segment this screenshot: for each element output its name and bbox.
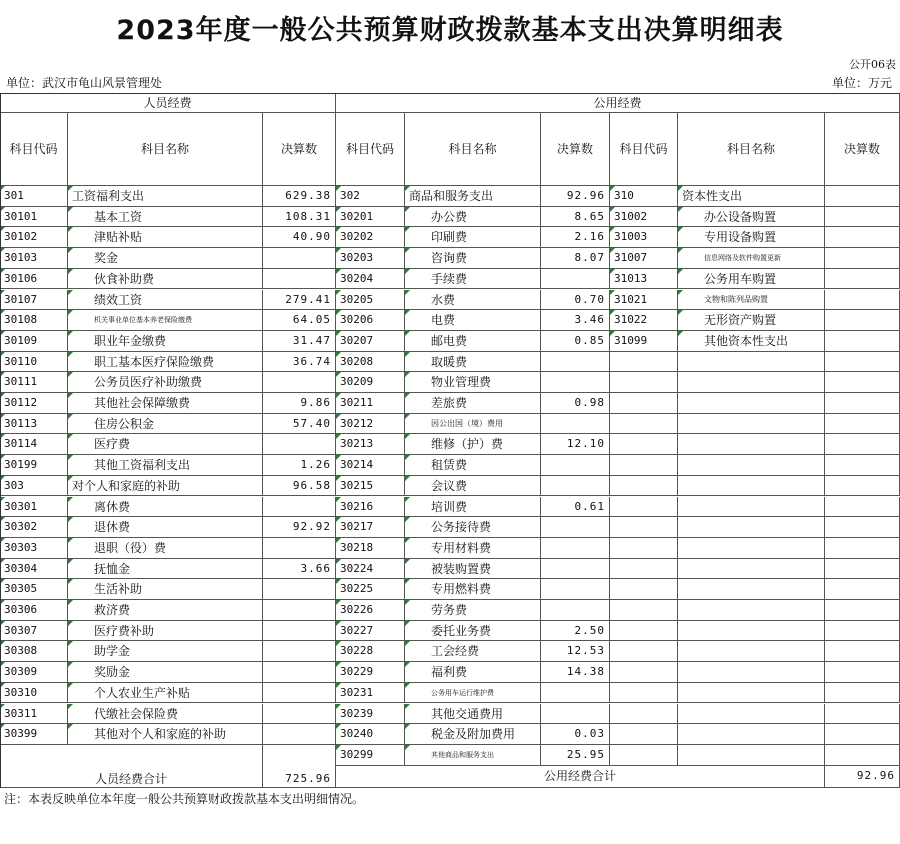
personnel_rows-amount [263,621,336,642]
personnel_rows-name: 奖励金 [68,662,263,683]
personnel_rows-amount [263,579,336,600]
personnel_rows-name: 津贴补贴 [68,227,263,248]
public_rows-name: 物业管理费 [405,372,541,393]
personnel_rows-name: 绩效工资 [68,290,263,311]
personnel_rows-code: 30301 [0,497,68,518]
personnel_rows-name: 其他工资福利支出 [68,455,263,476]
personnel_rows-amount [263,269,336,290]
personnel_rows-name: 离休费 [68,497,263,518]
column-header-name: 科目名称 [678,113,825,186]
capital_rows-empty-code [610,559,678,580]
personnel_rows-amount: 96.58 [263,476,336,497]
column-header-amount: 决算数 [825,113,900,186]
capital_rows-empty-name [678,497,825,518]
public-total-label: 公用经费合计 [336,766,825,788]
capital_rows-empty-code [610,662,678,683]
public_rows-amount: 0.70 [541,290,610,311]
personnel_rows-name: 生活补助 [68,579,263,600]
public_rows-code: 30215 [336,476,405,497]
public-total-value: 92.96 [825,766,900,788]
capital_rows-empty-name [678,641,825,662]
capital_rows-empty-name [678,579,825,600]
report-title: 2023年度一般公共预算财政拨款基本支出决算明细表 [116,15,784,46]
personnel_rows-name: 职业年金缴费 [68,331,263,352]
personnel_rows-code: 30114 [0,434,68,455]
public_rows-code: 30207 [336,331,405,352]
capital_rows-empty-name [678,476,825,497]
public_rows-name: 劳务费 [405,600,541,621]
personnel_rows-name: 医疗费 [68,434,263,455]
capital_rows-empty-name [678,434,825,455]
public_rows-amount [541,579,610,600]
capital_rows-code: 310 [610,186,678,207]
footnote: 注：本表反映单位本年度一般公共预算财政拨款基本支出明细情况。 [4,792,365,806]
public_rows-name: 公务用车运行维护费 [405,683,541,704]
capital_rows-empty-amount [825,579,900,600]
capital_rows-empty-name [678,517,825,538]
public_rows-amount: 0.61 [541,497,610,518]
public_rows-name: 工会经费 [405,641,541,662]
personnel_rows-amount: 36.74 [263,352,336,373]
public_rows-code: 30214 [336,455,405,476]
personnel-total-label: 人员经费合计 [0,745,263,788]
capital_rows-name: 文物和陈列品购置 [678,290,825,311]
personnel_rows-code: 30305 [0,579,68,600]
capital_rows-code: 31022 [610,310,678,331]
public_rows-amount: 0.85 [541,331,610,352]
capital_rows-code: 31099 [610,331,678,352]
public_rows-name: 税金及附加费用 [405,724,541,745]
capital_rows-name: 办公设备购置 [678,207,825,228]
personnel_rows-name: 抚恤金 [68,559,263,580]
capital_rows-empty-code [610,414,678,435]
capital_rows-empty-code [610,517,678,538]
capital_rows-empty-name [678,559,825,580]
public_rows-code: 30225 [336,579,405,600]
personnel_rows-code: 30199 [0,455,68,476]
capital_rows-empty-amount [825,497,900,518]
public_rows-amount: 12.10 [541,434,610,455]
personnel_rows-code: 30103 [0,248,68,269]
personnel_rows-code: 30303 [0,538,68,559]
personnel_rows-code: 30109 [0,331,68,352]
personnel_rows-amount: 57.40 [263,414,336,435]
personnel_rows-code: 30309 [0,662,68,683]
capital_rows-empty-name [678,455,825,476]
personnel_rows-code: 30110 [0,352,68,373]
capital_rows-empty-amount [825,414,900,435]
capital_rows-empty-name [678,662,825,683]
public_rows-code: 30202 [336,227,405,248]
public_rows-name: 电费 [405,310,541,331]
public_rows-code: 30240 [336,724,405,745]
capital_rows-empty-amount [825,704,900,725]
capital_rows-empty-name [678,372,825,393]
capital_rows-name: 无形资产购置 [678,310,825,331]
column-header-code: 科目代码 [0,113,68,186]
personnel_rows-name: 住房公积金 [68,414,263,435]
public_rows-name: 专用燃料费 [405,579,541,600]
personnel_rows-code: 30111 [0,372,68,393]
public_rows-code: 30206 [336,310,405,331]
public_rows-amount: 2.16 [541,227,610,248]
capital_rows-amount [825,310,900,331]
public_rows-amount: 25.95 [541,745,610,766]
capital_rows-empty-code [610,372,678,393]
public_rows-code: 30209 [336,372,405,393]
public_rows-code: 30211 [336,393,405,414]
public_rows-amount [541,476,610,497]
personnel_rows-name: 公务员医疗补助缴费 [68,372,263,393]
public_rows-amount [541,559,610,580]
personnel_rows-code: 30101 [0,207,68,228]
public_rows-name: 因公出国（境）费用 [405,414,541,435]
capital_rows-empty-name [678,704,825,725]
capital_rows-name: 资本性支出 [678,186,825,207]
capital_rows-amount [825,248,900,269]
public_rows-name: 商品和服务支出 [405,186,541,207]
capital_rows-empty-code [610,641,678,662]
public_rows-amount: 14.38 [541,662,610,683]
public_rows-name: 租赁费 [405,455,541,476]
public_rows-code: 30213 [336,434,405,455]
public_rows-name: 邮电费 [405,331,541,352]
personnel_rows-name: 基本工资 [68,207,263,228]
public_rows-amount: 0.03 [541,724,610,745]
capital_rows-amount [825,227,900,248]
personnel_rows-amount: 92.92 [263,517,336,538]
personnel_rows-amount: 279.41 [263,290,336,311]
capital_rows-empty-name [678,414,825,435]
personnel_rows-amount [263,434,336,455]
capital_rows-amount [825,290,900,311]
personnel_rows-name: 其他社会保障缴费 [68,393,263,414]
capital_rows-name: 信息网络及软件购置更新 [678,248,825,269]
capital_rows-empty-code [610,724,678,745]
personnel_rows-code: 301 [0,186,68,207]
personnel_rows-name: 代缴社会保险费 [68,704,263,725]
capital_rows-empty-amount [825,352,900,373]
capital_rows-name: 专用设备购置 [678,227,825,248]
capital_rows-empty-amount [825,476,900,497]
public_rows-name: 印刷费 [405,227,541,248]
personnel_rows-amount [263,683,336,704]
capital_rows-empty-code [610,704,678,725]
public_rows-amount [541,704,610,725]
personnel_rows-name: 职工基本医疗保险缴费 [68,352,263,373]
capital_rows-empty-name [678,683,825,704]
public_rows-amount [541,414,610,435]
personnel_rows-code: 30306 [0,600,68,621]
public_rows-name: 差旅费 [405,393,541,414]
public_rows-amount [541,683,610,704]
capital_rows-empty-code [610,497,678,518]
capital_rows-amount [825,207,900,228]
public_rows-code: 30227 [336,621,405,642]
personnel_rows-amount [263,372,336,393]
personnel_rows-amount: 3.66 [263,559,336,580]
public_rows-code: 30229 [336,662,405,683]
public_rows-name: 其他交通费用 [405,704,541,725]
personnel_rows-code: 30108 [0,310,68,331]
personnel-total-value: 725.96 [263,745,336,788]
public_rows-name: 被装购置费 [405,559,541,580]
public_rows-amount: 92.96 [541,186,610,207]
personnel_rows-code: 30308 [0,641,68,662]
public_rows-amount: 3.46 [541,310,610,331]
public-header: 公用经费 [336,93,900,113]
capital_rows-empty-amount [825,641,900,662]
personnel_rows-amount: 1.26 [263,455,336,476]
personnel_rows-name: 个人农业生产补贴 [68,683,263,704]
public_rows-code: 30205 [336,290,405,311]
public_rows-code: 30217 [336,517,405,538]
public_rows-code: 30231 [336,683,405,704]
capital_rows-empty-amount [825,724,900,745]
public_rows-amount: 8.07 [541,248,610,269]
capital_rows-empty-code [610,393,678,414]
capital_rows-empty-code [610,579,678,600]
personnel_rows-amount: 108.31 [263,207,336,228]
personnel_rows-code: 30399 [0,724,68,745]
column-header-name: 科目名称 [405,113,541,186]
personnel_rows-name: 机关事业单位基本养老保险缴费 [68,310,263,331]
public_rows-amount [541,600,610,621]
public_rows-code: 30224 [336,559,405,580]
personnel_rows-code: 30302 [0,517,68,538]
personnel_rows-name: 退休费 [68,517,263,538]
capital_rows-name: 公务用车购置 [678,269,825,290]
capital_rows-empty-code [610,434,678,455]
capital_rows-empty-code [610,538,678,559]
personnel_rows-name: 对个人和家庭的补助 [68,476,263,497]
personnel_rows-name: 医疗费补助 [68,621,263,642]
personnel_rows-name: 助学金 [68,641,263,662]
public_rows-name: 其他商品和服务支出 [405,745,541,766]
capital_rows-empty-code [610,455,678,476]
column-header-amount: 决算数 [541,113,610,186]
capital_rows-empty-code [610,621,678,642]
personnel_rows-name: 救济费 [68,600,263,621]
public_rows-name: 公务接待费 [405,517,541,538]
public_rows-code: 302 [336,186,405,207]
personnel_rows-name: 退职（役）费 [68,538,263,559]
personnel_rows-amount [263,724,336,745]
capital_rows-empty-name [678,600,825,621]
public_rows-amount: 8.65 [541,207,610,228]
public_rows-amount: 2.50 [541,621,610,642]
public_rows-name: 专用材料费 [405,538,541,559]
expenditure-table [0,93,900,788]
public_rows-code: 30218 [336,538,405,559]
unit-label: 单位：武汉市龟山风景管理处 [6,76,163,90]
capital-filler-name [678,745,825,766]
column-header-code: 科目代码 [610,113,678,186]
public_rows-name: 取暖费 [405,352,541,373]
capital_rows-empty-amount [825,517,900,538]
public_rows-code: 30204 [336,269,405,290]
capital_rows-empty-amount [825,559,900,580]
capital-filler-amount [825,745,900,766]
public_rows-code: 30239 [336,704,405,725]
personnel_rows-amount [263,600,336,621]
personnel_rows-name: 伙食补助费 [68,269,263,290]
column-header-amount: 决算数 [263,113,336,186]
capital_rows-empty-amount [825,393,900,414]
capital-filler-code [610,745,678,766]
personnel_rows-code: 30102 [0,227,68,248]
column-header-code: 科目代码 [336,113,405,186]
personnel_rows-amount: 9.86 [263,393,336,414]
public_rows-name: 办公费 [405,207,541,228]
public_rows-amount [541,352,610,373]
capital_rows-empty-code [610,352,678,373]
personnel_rows-name: 其他对个人和家庭的补助 [68,724,263,745]
public_rows-amount [541,372,610,393]
capital_rows-empty-amount [825,600,900,621]
public_rows-code: 30212 [336,414,405,435]
capital_rows-amount [825,331,900,352]
capital_rows-empty-name [678,393,825,414]
public_rows-code: 30203 [336,248,405,269]
capital_rows-code: 31013 [610,269,678,290]
capital_rows-empty-name [678,724,825,745]
personnel_rows-amount [263,662,336,683]
capital_rows-empty-amount [825,372,900,393]
public_rows-name: 咨询费 [405,248,541,269]
capital_rows-empty-amount [825,683,900,704]
public_rows-amount: 0.98 [541,393,610,414]
capital_rows-empty-amount [825,662,900,683]
public_rows-code: 30299 [336,745,405,766]
capital_rows-empty-code [610,600,678,621]
personnel_rows-code: 303 [0,476,68,497]
public_rows-code: 30226 [336,600,405,621]
public_rows-code: 30228 [336,641,405,662]
capital_rows-empty-name [678,352,825,373]
personnel_rows-amount: 40.90 [263,227,336,248]
personnel_rows-amount [263,641,336,662]
personnel_rows-amount [263,497,336,518]
personnel_rows-code: 30107 [0,290,68,311]
public_rows-amount [541,517,610,538]
public_rows-code: 30216 [336,497,405,518]
personnel_rows-amount: 629.38 [263,186,336,207]
personnel_rows-name: 工资福利支出 [68,186,263,207]
capital_rows-amount [825,186,900,207]
personnel_rows-amount [263,248,336,269]
capital_rows-empty-name [678,538,825,559]
capital_rows-amount [825,269,900,290]
public_rows-name: 手续费 [405,269,541,290]
capital_rows-code: 31002 [610,207,678,228]
public_rows-name: 委托业务费 [405,621,541,642]
personnel_rows-code: 30310 [0,683,68,704]
personnel_rows-name: 奖金 [68,248,263,269]
personnel_rows-amount [263,704,336,725]
public_rows-name: 水费 [405,290,541,311]
personnel_rows-code: 30106 [0,269,68,290]
capital_rows-empty-amount [825,621,900,642]
capital_rows-code: 31003 [610,227,678,248]
public_rows-code: 30201 [336,207,405,228]
personnel_rows-amount [263,538,336,559]
personnel_rows-amount: 64.05 [263,310,336,331]
public_rows-name: 培训费 [405,497,541,518]
personnel_rows-code: 30304 [0,559,68,580]
public_rows-code: 30208 [336,352,405,373]
personnel_rows-code: 30307 [0,621,68,642]
money-unit-label: 单位：万元 [831,76,892,90]
form-number: 公开06表 [849,58,896,71]
capital_rows-empty-code [610,476,678,497]
capital_rows-code: 31007 [610,248,678,269]
capital_rows-empty-amount [825,455,900,476]
public_rows-amount [541,455,610,476]
public_rows-amount [541,269,610,290]
capital_rows-empty-amount [825,434,900,455]
personnel_rows-code: 30311 [0,704,68,725]
personnel_rows-amount: 31.47 [263,331,336,352]
public_rows-amount [541,538,610,559]
personnel-header: 人员经费 [0,93,336,113]
capital_rows-empty-name [678,621,825,642]
public_rows-name: 维修（护）费 [405,434,541,455]
capital_rows-empty-code [610,683,678,704]
capital_rows-code: 31021 [610,290,678,311]
personnel_rows-code: 30113 [0,414,68,435]
capital_rows-name: 其他资本性支出 [678,331,825,352]
public_rows-name: 会议费 [405,476,541,497]
public_rows-amount: 12.53 [541,641,610,662]
column-header-name: 科目名称 [68,113,263,186]
personnel_rows-code: 30112 [0,393,68,414]
capital_rows-empty-amount [825,538,900,559]
public_rows-name: 福利费 [405,662,541,683]
